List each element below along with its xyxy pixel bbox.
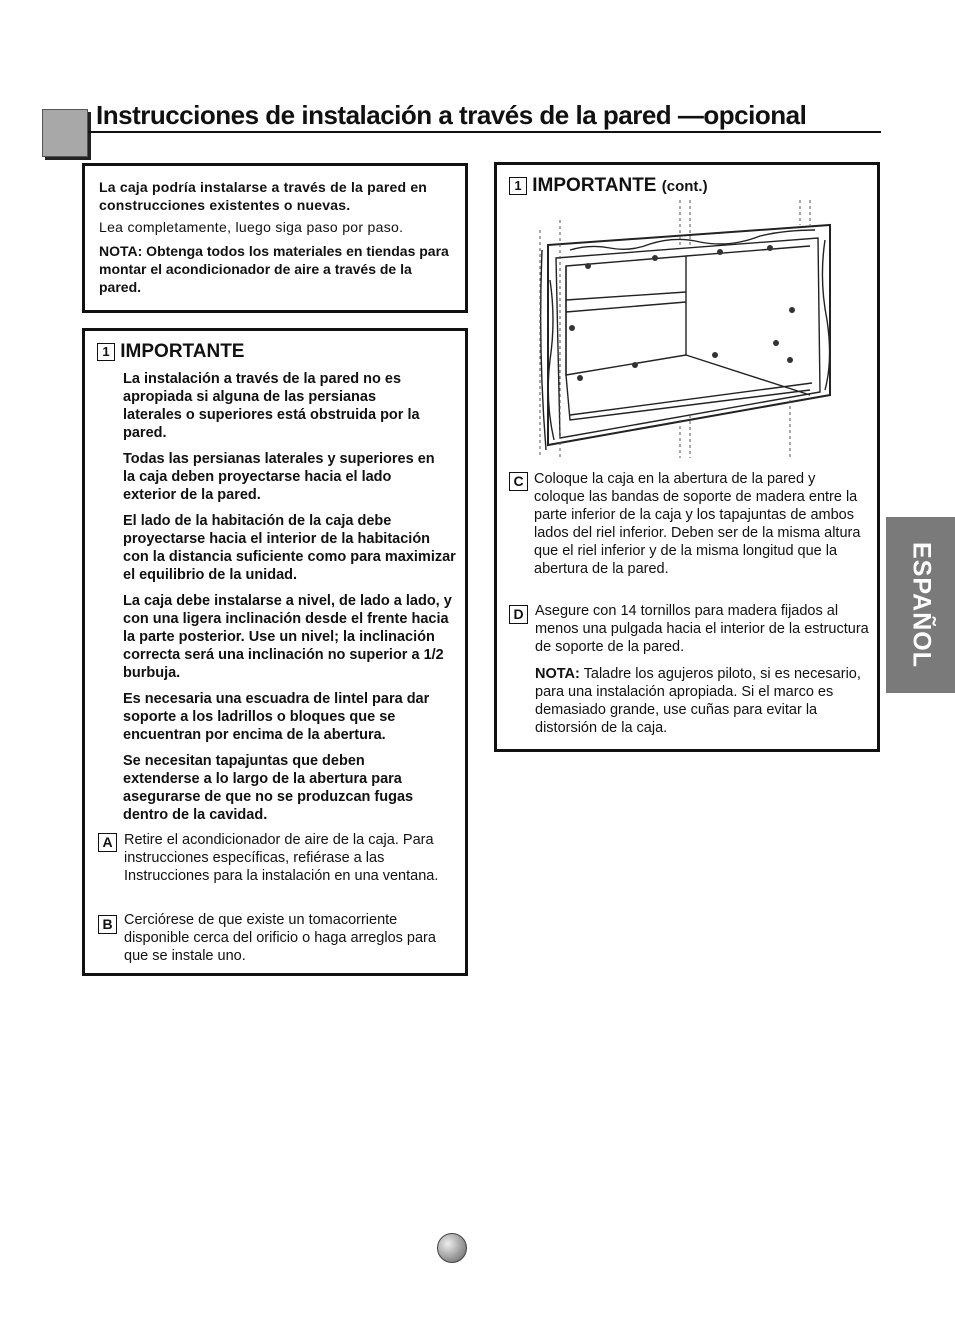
right-heading	[509, 175, 708, 197]
step-b-badge: B	[98, 915, 117, 934]
title-marker	[42, 109, 88, 157]
step-a-badge: A	[98, 833, 117, 852]
intro-box	[82, 163, 468, 313]
step-c-text: Coloque la caja en la abertura de la pared y coloque las bandas de soporte de madera entre la parte inferior de la caja y los tapajuntas de ambos lados del riel inferior. Deben ser de la misma altura que el riel inferior y de la misma longitud que la abertura de la pared.	[534, 471, 861, 577]
step-c-badge: C	[509, 472, 528, 491]
left-paragraph-5: Es necesaria una escuadra de lintel para dar soporte a los ladrillos o bloques que se encuentran por encima de la abertura.	[123, 691, 430, 743]
step-d-text: Asegure con 14 tornillos para madera fijados al menos una pulgada hacia el interior de la estructura de soporte de la pared.	[535, 603, 869, 655]
step-b-text: Cerciórese de que existe un tomacorriente disponible cerca del orificio o haga arreglos para que se instale uno.	[124, 912, 436, 964]
note-body: Taladre los agujeros piloto, si es necesario, para una instalación apropiada. Si el marco es demasiado grande, use cuñas para evitar la distorsión de la caja.	[535, 666, 861, 736]
title-underline	[88, 131, 881, 133]
right-heading-text: IMPORTANTE	[532, 175, 657, 196]
note-label: NOTA:	[535, 666, 580, 682]
step-number-badge: 1	[97, 343, 115, 361]
sleeve-illustration	[530, 200, 840, 460]
left-paragraph-3: El lado de la habitación de la caja debe proyectarse hacia el interior de la habitación con la distancia suficiente como para maximizar el equilibrio de la unidad.	[123, 513, 456, 583]
note-text	[535, 665, 875, 737]
language-tab-label: ESPAÑOL	[907, 542, 935, 668]
step-a-text: Retire el acondicionador de aire de la caja. Para instrucciones específicas, refiérase a las Instrucciones para la instalación en una ventana.	[124, 832, 439, 884]
intro-note: NOTA: Obtenga todos los materiales en tiendas para montar el acondicionador de aire a través de la pared.	[99, 243, 449, 295]
left-paragraph-2: Todas las persianas laterales y superiores en la caja deben proyectarse hacia el lado exterior de la pared.	[123, 451, 435, 503]
left-panel	[82, 328, 468, 976]
step-d-badge: D	[509, 605, 528, 624]
page-title: Instrucciones de instalación a través de la pared —opcional	[96, 100, 807, 130]
left-heading	[97, 341, 244, 363]
language-tab	[886, 517, 955, 693]
intro-line-2: Lea completamente, luego siga paso por paso.	[99, 219, 404, 235]
right-heading-suffix: (cont.)	[661, 178, 708, 195]
intro-line-1: La caja podría instalarse a través de la pared en construcciones existentes o nuevas.	[99, 179, 428, 213]
step-number-badge: 1	[509, 177, 527, 195]
left-paragraph-4: La caja debe instalarse a nivel, de lado a lado, y con una ligera inclinación desde el frente hacia la parte posterior. Use un nivel; la inclinación correcta será una inclinación no superior a 1/2 burbuja.	[123, 593, 452, 681]
left-heading-text: IMPORTANTE	[120, 341, 245, 362]
left-paragraph-6: Se necesitan tapajuntas que deben extenderse a lo largo de la abertura para asegurarse de que no se produzcan fugas dentro de la cavidad.	[123, 753, 414, 823]
page-marker-icon	[437, 1233, 467, 1263]
left-paragraph-1: La instalación a través de la pared no es apropiada si alguna de las persianas laterales o superiores está obstruida por la pared.	[123, 371, 420, 441]
